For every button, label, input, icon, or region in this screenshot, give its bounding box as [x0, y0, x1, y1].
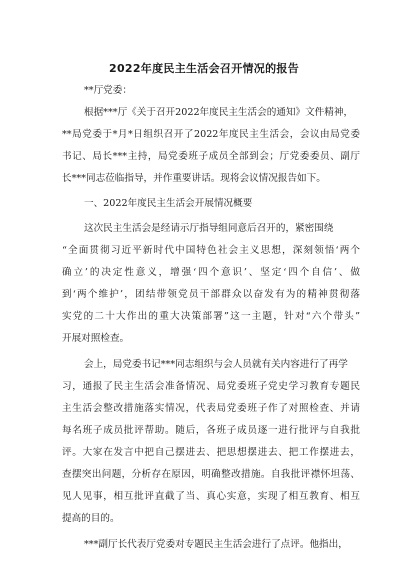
paragraph-line: 这次民主生活会是经请示厅指导组同意后召开的，紧密围绕	[84, 223, 334, 234]
paragraph-line: 确立’的决定性意义，增强‘四个意识’、坚定‘四个自信’、做	[62, 267, 360, 278]
salutation: **厅党委：	[84, 85, 132, 96]
paragraph-line: 习，通报了民主生活会准备情况、局党委班子党史学习教育专题民	[62, 381, 360, 392]
paragraph-line: **局党委于*月*日组织召开了2022年度民主生活会，会议由局党委	[62, 129, 360, 140]
paragraph-line: “全面贯彻习近平新时代中国特色社会主义思想，深刻领悟‘两个	[62, 245, 360, 256]
paragraph-line: 主生活会整改措施落实情况，代表局党委班子作了对照检查、并请	[62, 403, 360, 414]
paragraph-line: 实党的二十大作出的重大决策部署”这一主题，针对“六个带头”	[62, 311, 360, 322]
paragraph-line: 书记、局长***主持，局党委班子成员全部到会；厅党委委员、副厅	[62, 151, 360, 162]
paragraph-line: 根据***厅《关于召开2022年度民主生活会的通知》文件精神，	[84, 107, 354, 118]
paragraph-line: 查摆突出问题，分析存在原因，明确整改措施。自我批评襟怀坦荡、	[62, 469, 360, 480]
paragraph-line: 评。大家在发言中把自己摆进去、把思想摆进去、把工作摆进去，	[62, 447, 360, 458]
paragraph-line: 提高的目的。	[62, 513, 120, 524]
paragraph-line: 到‘两个维护’，团结带领党员干部群众以奋发有为的精神贯彻落	[62, 289, 360, 300]
paragraph-line: 会上，局党委书记***同志组织与会人员就有关内容进行了再学	[84, 359, 348, 370]
paragraph-line: ***副厅长代表厅党委对专题民主生活会进行了点评。他指出，	[84, 539, 348, 550]
paragraph-line: 每名班子成员批评帮助。随后，各班子成员逐一进行批评与自我批	[62, 425, 360, 436]
document-title: 2022年度民主生活会召开情况的报告	[108, 62, 299, 75]
section-heading: 一、2022年度民主生活会开展情况概要	[84, 198, 253, 209]
paragraph-line: 开展对照检查。	[62, 333, 130, 344]
paragraph-line: 见人见事，相互批评直截了当、真心实意，实现了相互教育、相互	[62, 491, 360, 502]
paragraph-line: 长***同志莅临指导，并作重要讲话。现将会议情况报告如下。	[62, 173, 326, 184]
